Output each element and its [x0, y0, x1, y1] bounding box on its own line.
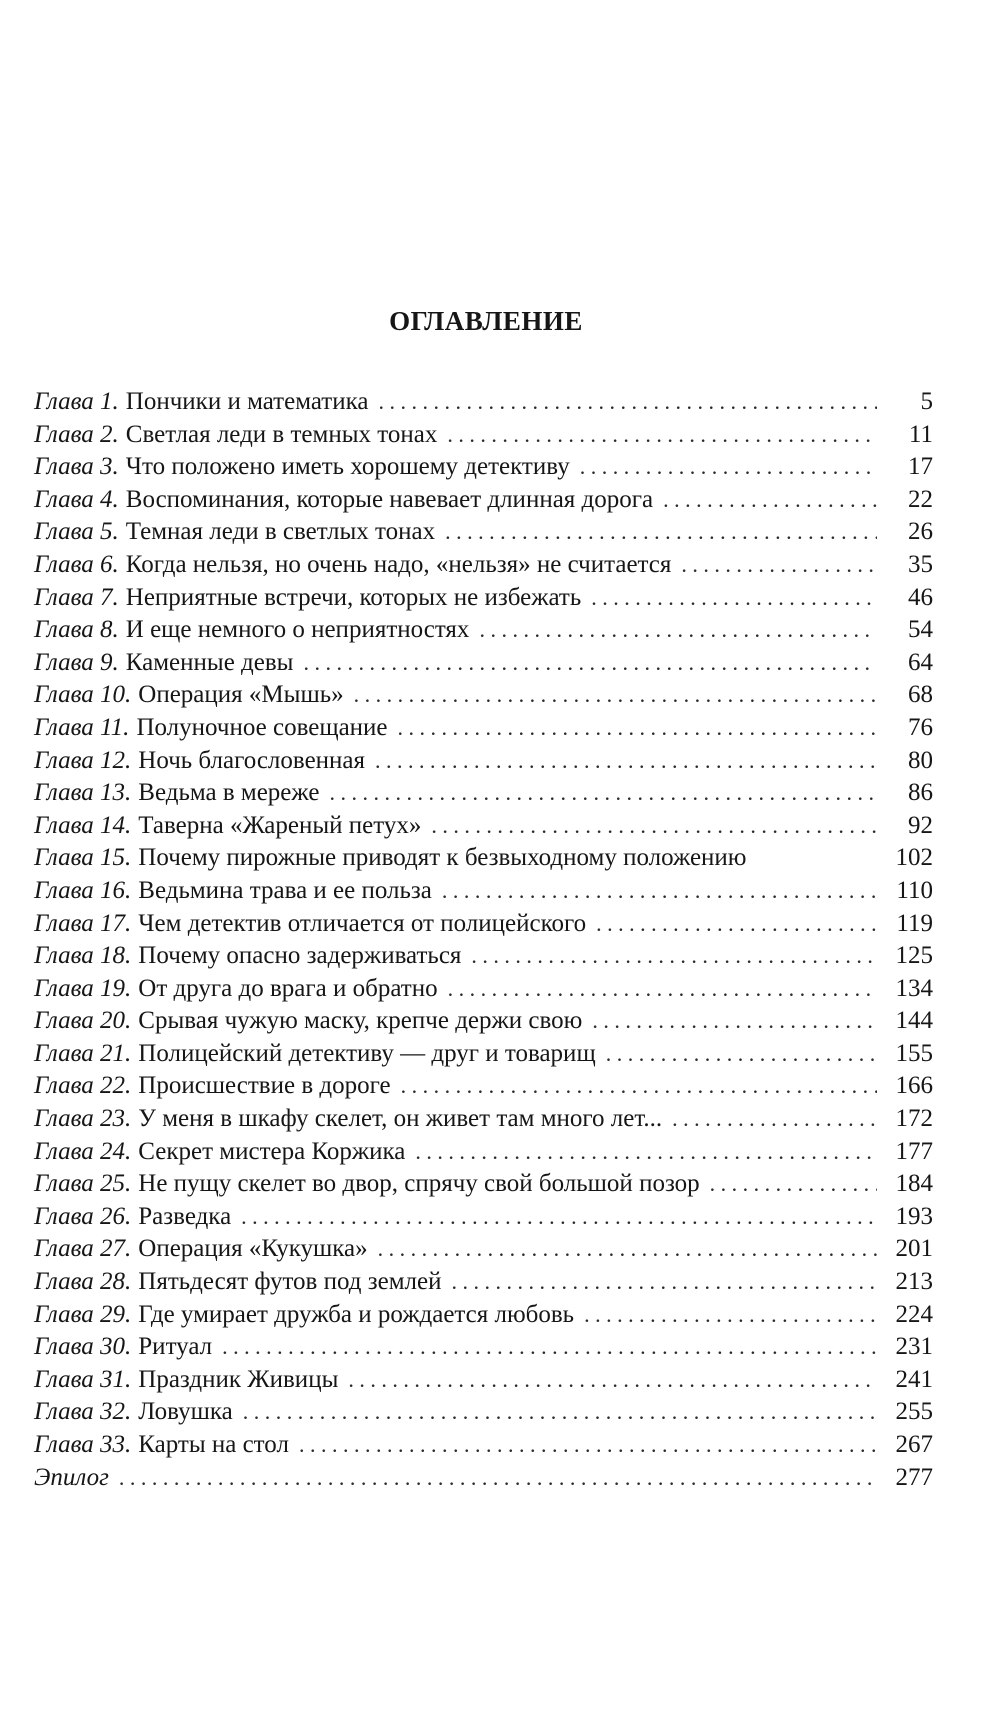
toc-entry-label: Глава 19. — [34, 974, 132, 1002]
toc-entry-page-number: 35 — [908, 550, 933, 578]
toc-entry-title: Ритуал — [138, 1333, 213, 1361]
toc-entry — [34, 1201, 933, 1234]
toc-entry-label: Глава 1. — [34, 388, 119, 415]
toc-entry — [34, 1396, 933, 1429]
toc-list — [34, 386, 933, 1494]
toc-entry-page-number: 277 — [895, 1463, 933, 1491]
toc-entry-title: Пончики и математика — [125, 388, 369, 415]
toc-entry-label: Глава 12. — [34, 746, 132, 774]
toc-entry — [34, 516, 933, 549]
toc-entry-label: Глава 28. — [34, 1268, 132, 1296]
toc-entry-title: Операция «Кукушка» — [138, 1235, 368, 1263]
toc-entry-label: Глава 4. — [34, 485, 119, 513]
toc-entry-label: Глава 3. — [34, 453, 119, 481]
toc-entry-page-number: 224 — [895, 1300, 933, 1328]
toc-entry — [34, 810, 933, 843]
toc-entry-label: Глава 27. — [34, 1235, 132, 1263]
toc-entry — [34, 1331, 933, 1364]
toc-entry-page-number: 155 — [895, 1039, 933, 1067]
toc-entry — [34, 973, 933, 1006]
toc-entry — [34, 647, 933, 680]
toc-entry — [34, 679, 933, 712]
toc-dot-leader — [378, 386, 877, 419]
toc-dot-leader — [398, 712, 877, 745]
toc-entry — [34, 1005, 933, 1038]
toc-dot-leader — [243, 1396, 877, 1429]
toc-entry-title: Секрет мистера Коржика — [138, 1137, 406, 1165]
toc-entry-page-number: 11 — [908, 420, 933, 448]
toc-entry-title: Что положено иметь хорошему детективу — [125, 453, 570, 481]
toc-dot-leader — [479, 614, 877, 647]
toc-entry — [34, 1364, 933, 1397]
toc-entry-title: Праздник Живицы — [138, 1365, 339, 1393]
toc-entry-page-number: 201 — [895, 1235, 933, 1263]
toc-entry-label: Глава 30. — [34, 1333, 132, 1361]
toc-entry-label: Глава 13. — [34, 779, 132, 807]
toc-entry-title: Происшествие в дороге — [138, 1072, 391, 1100]
toc-entry-title: Где умирает дружба и рождается любовь — [138, 1300, 575, 1328]
toc-entry — [34, 777, 933, 810]
toc-entry-title: Разведка — [138, 1202, 232, 1230]
toc-entry-page-number: 172 — [895, 1105, 933, 1133]
toc-entry-title: Воспоминания, которые навевает длинная дорога — [125, 485, 654, 513]
toc-entry-title: Почему опасно задерживаться — [138, 942, 462, 970]
toc-entry-title: Неприятные встречи, которых не избежать — [125, 583, 582, 611]
toc-entry-label: Глава 21. — [34, 1039, 132, 1067]
toc-entry-page-number: 76 — [908, 713, 933, 741]
toc-entry — [34, 1429, 933, 1462]
toc-entry — [34, 1233, 933, 1266]
toc-entry-title: Почему пирожные приводят к безвыходному положению — [138, 844, 747, 872]
toc-entry-label: Глава 31. — [34, 1365, 132, 1393]
toc-entry — [34, 1266, 933, 1299]
toc-entry-title: Каменные девы — [125, 648, 294, 676]
toc-entry-title: Светлая леди в темных тонах — [125, 420, 438, 448]
toc-entry-label: Глава 8. — [34, 616, 119, 644]
toc-entry-page-number: 46 — [908, 583, 933, 611]
toc-entry-page-number: 125 — [895, 942, 933, 970]
toc-entry — [34, 484, 933, 517]
toc-entry-page-number: 119 — [896, 909, 933, 937]
toc-dot-leader — [663, 484, 877, 517]
toc-entry-page-number: 92 — [908, 811, 933, 839]
toc-entry — [34, 1136, 933, 1169]
toc-dot-leader — [471, 940, 877, 973]
toc-dot-leader — [448, 973, 877, 1006]
toc-entry-title: У меня в шкафу скелет, он живет там много лет... — [138, 1105, 663, 1133]
toc-entry-page-number: 5 — [920, 388, 933, 415]
toc-entry-label: Глава 15. — [34, 844, 132, 872]
toc-dot-leader — [442, 875, 877, 908]
toc-entry-label: Глава 17. — [34, 909, 132, 937]
toc-dot-leader — [354, 679, 877, 712]
toc-entry-title: Карты на стол — [138, 1431, 289, 1458]
toc-entry-title: Полуночное совещание — [136, 713, 388, 741]
toc-dot-leader — [710, 1168, 877, 1201]
toc-dot-leader — [415, 1136, 877, 1169]
toc-dot-leader — [596, 908, 877, 941]
toc-entry-title: Полицейский детективу — друг и товарищ — [138, 1039, 596, 1067]
toc-dot-leader — [584, 1299, 877, 1332]
toc-dot-leader — [445, 516, 877, 549]
toc-entry-label: Глава 24. — [34, 1137, 132, 1165]
toc-dot-leader — [348, 1364, 877, 1397]
toc-dot-leader — [378, 1233, 877, 1266]
toc-entry — [34, 614, 933, 647]
toc-entry-title: Пятьдесят футов под землей — [138, 1268, 442, 1296]
toc-entry-title: От друга до врага и обратно — [138, 974, 438, 1002]
toc-entry-label: Глава 32. — [34, 1398, 132, 1426]
toc-entry-page-number: 255 — [895, 1398, 933, 1426]
toc-dot-leader — [431, 810, 877, 843]
toc-entry-label: Глава 6. — [34, 550, 119, 578]
toc-entry-title: Не пущу скелет во двор, спрячу свой большой позор — [138, 1170, 700, 1198]
toc-entry-title: Таверна «Жареный петух» — [138, 811, 422, 839]
toc-entry — [34, 549, 933, 582]
toc-entry-title: Когда нельзя, но очень надо, «нельзя» не считается — [125, 550, 672, 578]
toc-entry-title: Операция «Мышь» — [138, 681, 344, 709]
toc-dot-leader — [606, 1038, 877, 1071]
toc-entry-label: Глава 25. — [34, 1170, 132, 1198]
toc-entry — [34, 1168, 933, 1201]
toc-entry-title: Ведьмина трава и ее польза — [138, 876, 432, 904]
toc-dot-leader — [591, 582, 877, 615]
toc-entry-label: Глава 16. — [34, 876, 132, 904]
toc-entry-title: Ночь благословенная — [138, 746, 366, 774]
toc-entry-label: Глава 26. — [34, 1202, 132, 1230]
toc-entry-label: Эпилог — [34, 1463, 109, 1491]
toc-entry-page-number: 17 — [908, 453, 933, 481]
toc-entry-page-number: 231 — [895, 1333, 933, 1361]
toc-entry — [34, 712, 933, 745]
toc-title: ОГЛАВЛЕНИЕ — [389, 306, 583, 336]
toc-entry-label: Глава 20. — [34, 1007, 132, 1035]
toc-entry — [34, 940, 933, 973]
toc-entry — [34, 386, 933, 419]
toc-entry-page-number: 134 — [895, 974, 933, 1002]
toc-dot-leader — [241, 1201, 877, 1234]
toc-entry-page-number: 193 — [895, 1202, 933, 1230]
toc-entry-label: Глава 29. — [34, 1300, 132, 1328]
toc-dot-leader — [299, 1429, 877, 1462]
toc-entry-title: Чем детектив отличается от полицейского — [138, 909, 587, 937]
toc-entry-page-number: 22 — [908, 485, 933, 513]
toc-dot-leader — [222, 1331, 877, 1364]
toc-dot-leader — [119, 1462, 877, 1495]
toc-entry-page-number: 102 — [895, 844, 933, 872]
toc-entry-page-number: 241 — [895, 1365, 933, 1393]
toc-entry-label: Глава 23. — [34, 1105, 132, 1133]
toc-dot-leader — [681, 549, 877, 582]
toc-entry-page-number: 144 — [895, 1007, 933, 1035]
toc-dot-leader — [447, 419, 877, 452]
toc-entry — [34, 582, 933, 615]
toc-entry-title: Темная леди в светлых тонах — [125, 518, 436, 546]
toc-dot-leader — [580, 451, 877, 484]
toc-entry — [34, 908, 933, 941]
toc-entry-title: Срывая чужую маску, крепче держи свою — [138, 1007, 583, 1035]
toc-dot-leader — [329, 777, 877, 810]
toc-entry-label: Глава 7. — [34, 583, 119, 611]
toc-dot-leader — [303, 647, 877, 680]
toc-entry-page-number: 267 — [895, 1431, 933, 1458]
toc-entry-page-number: 166 — [895, 1072, 933, 1100]
toc-entry — [34, 842, 933, 875]
toc-entry-title: Ведьма в мереже — [138, 779, 320, 807]
toc-dot-leader — [672, 1103, 877, 1136]
toc-entry-label: Глава 14. — [34, 811, 132, 839]
toc-entry — [34, 1299, 933, 1332]
toc-entry — [34, 1462, 933, 1495]
toc-entry — [34, 745, 933, 778]
toc-entry-label: Глава 10. — [34, 681, 132, 709]
toc-entry-page-number: 86 — [908, 779, 933, 807]
toc-entry-label: Глава 22. — [34, 1072, 132, 1100]
toc-dot-leader — [401, 1070, 877, 1103]
toc-entry — [34, 419, 933, 452]
toc-entry-label: Глава 2. — [34, 420, 119, 448]
toc-entry-label: Глава 33. — [34, 1431, 132, 1458]
toc-entry — [34, 1103, 933, 1136]
toc-dot-leader — [375, 745, 877, 778]
toc-entry — [34, 1038, 933, 1071]
toc-entry-title: Ловушка — [138, 1398, 233, 1426]
toc-entry-page-number: 80 — [908, 746, 933, 774]
toc-entry-label: Глава 11. — [34, 713, 130, 741]
toc-entry-page-number: 110 — [896, 876, 933, 904]
toc-entry — [34, 875, 933, 908]
toc-entry-page-number: 26 — [908, 518, 933, 546]
toc-entry-label: Глава 18. — [34, 942, 132, 970]
toc-entry-page-number: 177 — [895, 1137, 933, 1165]
toc-entry-page-number: 68 — [908, 681, 933, 709]
toc-entry-page-number: 213 — [895, 1268, 933, 1296]
toc-dot-leader — [451, 1266, 877, 1299]
toc-entry-title: И еще немного о неприятностях — [125, 616, 470, 644]
toc-entry — [34, 451, 933, 484]
toc-entry-label: Глава 9. — [34, 648, 119, 676]
toc-entry-page-number: 54 — [908, 616, 933, 644]
toc-dot-leader — [592, 1005, 877, 1038]
toc-entry-page-number: 64 — [908, 648, 933, 676]
toc-entry-page-number: 184 — [895, 1170, 933, 1198]
toc-entry — [34, 1070, 933, 1103]
toc-entry-label: Глава 5. — [34, 518, 119, 546]
